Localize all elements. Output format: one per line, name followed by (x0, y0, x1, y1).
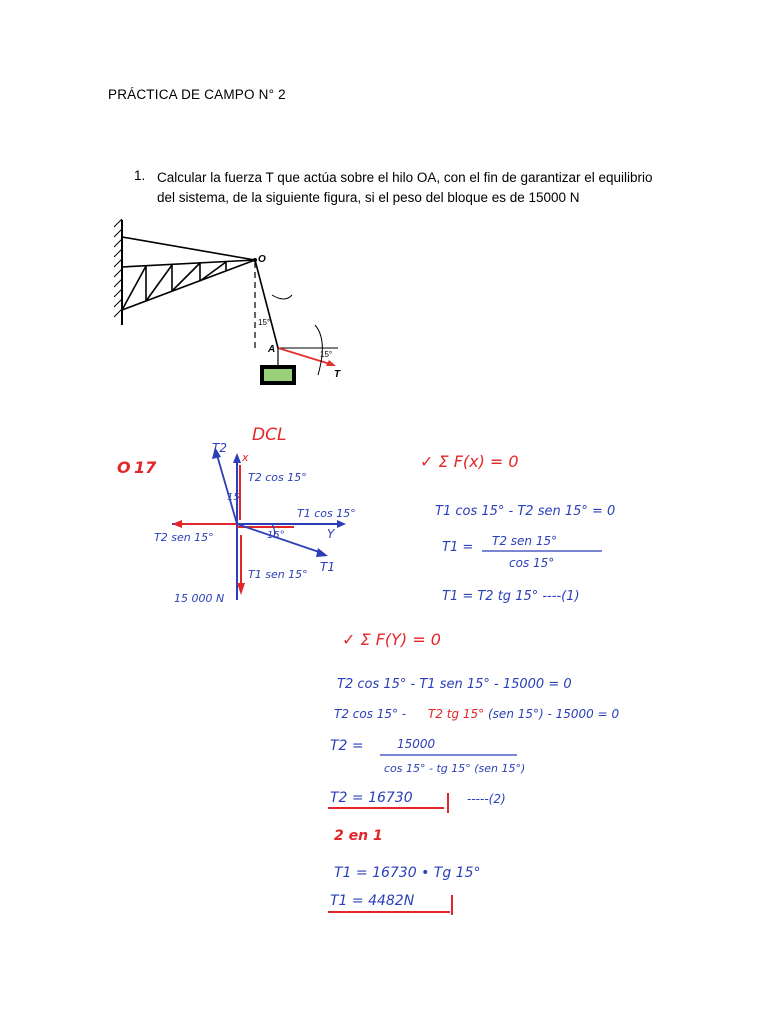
eq6-denominator: cos 15° - tg 15° (sen 15°) (384, 762, 526, 775)
force-t-label: T (334, 369, 341, 380)
angle-arc-top (272, 295, 292, 299)
fbd-t1-label: T1 (320, 560, 335, 574)
angle-vertical-label: 15° (258, 318, 271, 327)
x-axis-arrow (233, 453, 241, 463)
dcl-title: DCL (252, 425, 287, 445)
wall-hatching (114, 219, 122, 317)
question-text: Calcular la fuerza T que actúa sobre el hilo OA, con el fin de garantizar el equilibrio del sistema, de la siguiente figura, si el peso del bloque es de 15000 N (157, 170, 653, 205)
fbd-angle-a: 15 (227, 492, 240, 503)
fbd-x-label: x (242, 451, 249, 464)
rope-oa (255, 260, 278, 348)
eq1: T1 cos 15° - T2 sen 15° = 0 (435, 504, 616, 519)
point-label: O (117, 458, 131, 477)
fbd-t2-cos-label: T2 cos 15° (248, 471, 307, 484)
force-t-arrowhead (326, 360, 336, 366)
fbd-angle-b: 15° (267, 530, 285, 541)
page-title: PRÁCTICA DE CAMPO N° 2 (108, 87, 286, 102)
eq7-ref: -----(2) (467, 792, 506, 806)
fbd-t2-label: T2 (212, 441, 227, 455)
fbd-y-label: Y (327, 527, 335, 541)
fbd-weight-label: 15 000 N (174, 592, 225, 605)
handwritten-solution (62, 405, 710, 935)
eq5-part-a: T2 cos 15° - (334, 707, 407, 721)
problem-figure (110, 215, 360, 395)
truss-diagram (110, 215, 360, 390)
result: T1 = 4482N (330, 893, 415, 909)
eq7: T2 = 16730 (330, 790, 413, 806)
sum-fx-label: ✓ Σ F(x) = 0 (420, 452, 519, 471)
eq2-lhs: T1 = (442, 540, 474, 555)
fbd-t1-cos-label: T1 cos 15° (297, 507, 356, 520)
eq4: T2 cos 15° - T1 sen 15° - 15000 = 0 (337, 677, 572, 692)
sum-fy-label: ✓ Σ F(Y) = 0 (342, 630, 441, 649)
weight-arrowhead (237, 583, 245, 595)
eq3: T1 = T2 tg 15° ----(1) (442, 589, 580, 604)
block (264, 369, 292, 381)
point-label-suffix: 17 (134, 458, 157, 477)
question-number: 1. (134, 168, 146, 183)
step-label: 2 en 1 (334, 828, 383, 844)
point-a-label: A (268, 344, 276, 355)
truss (122, 237, 255, 310)
eq8: T1 = 16730 • Tg 15° (334, 865, 481, 881)
y-axis-arrow (337, 520, 346, 528)
point-o-label: O (258, 254, 266, 265)
eq5-part-c: (sen 15°) - 15000 = 0 (488, 707, 620, 721)
eq2-denominator: cos 15° (509, 556, 555, 570)
eq6-numerator: 15000 (397, 737, 436, 751)
t1-arrowhead (316, 548, 328, 557)
eq6-lhs: T2 = (330, 738, 364, 754)
t2-sen-arrowhead (172, 520, 182, 528)
free-body-diagram (154, 441, 356, 605)
handwritten-svg (62, 405, 710, 935)
eq2-numerator: T2 sen 15° (492, 534, 558, 548)
fbd-t1-sen-label: T1 sen 15° (248, 568, 308, 581)
eq5-part-b: T2 tg 15° (428, 707, 485, 721)
angle-horizontal-label: 15° (320, 350, 333, 359)
t2-line (217, 455, 237, 524)
fbd-t2-sen-label: T2 sen 15° (154, 531, 214, 544)
